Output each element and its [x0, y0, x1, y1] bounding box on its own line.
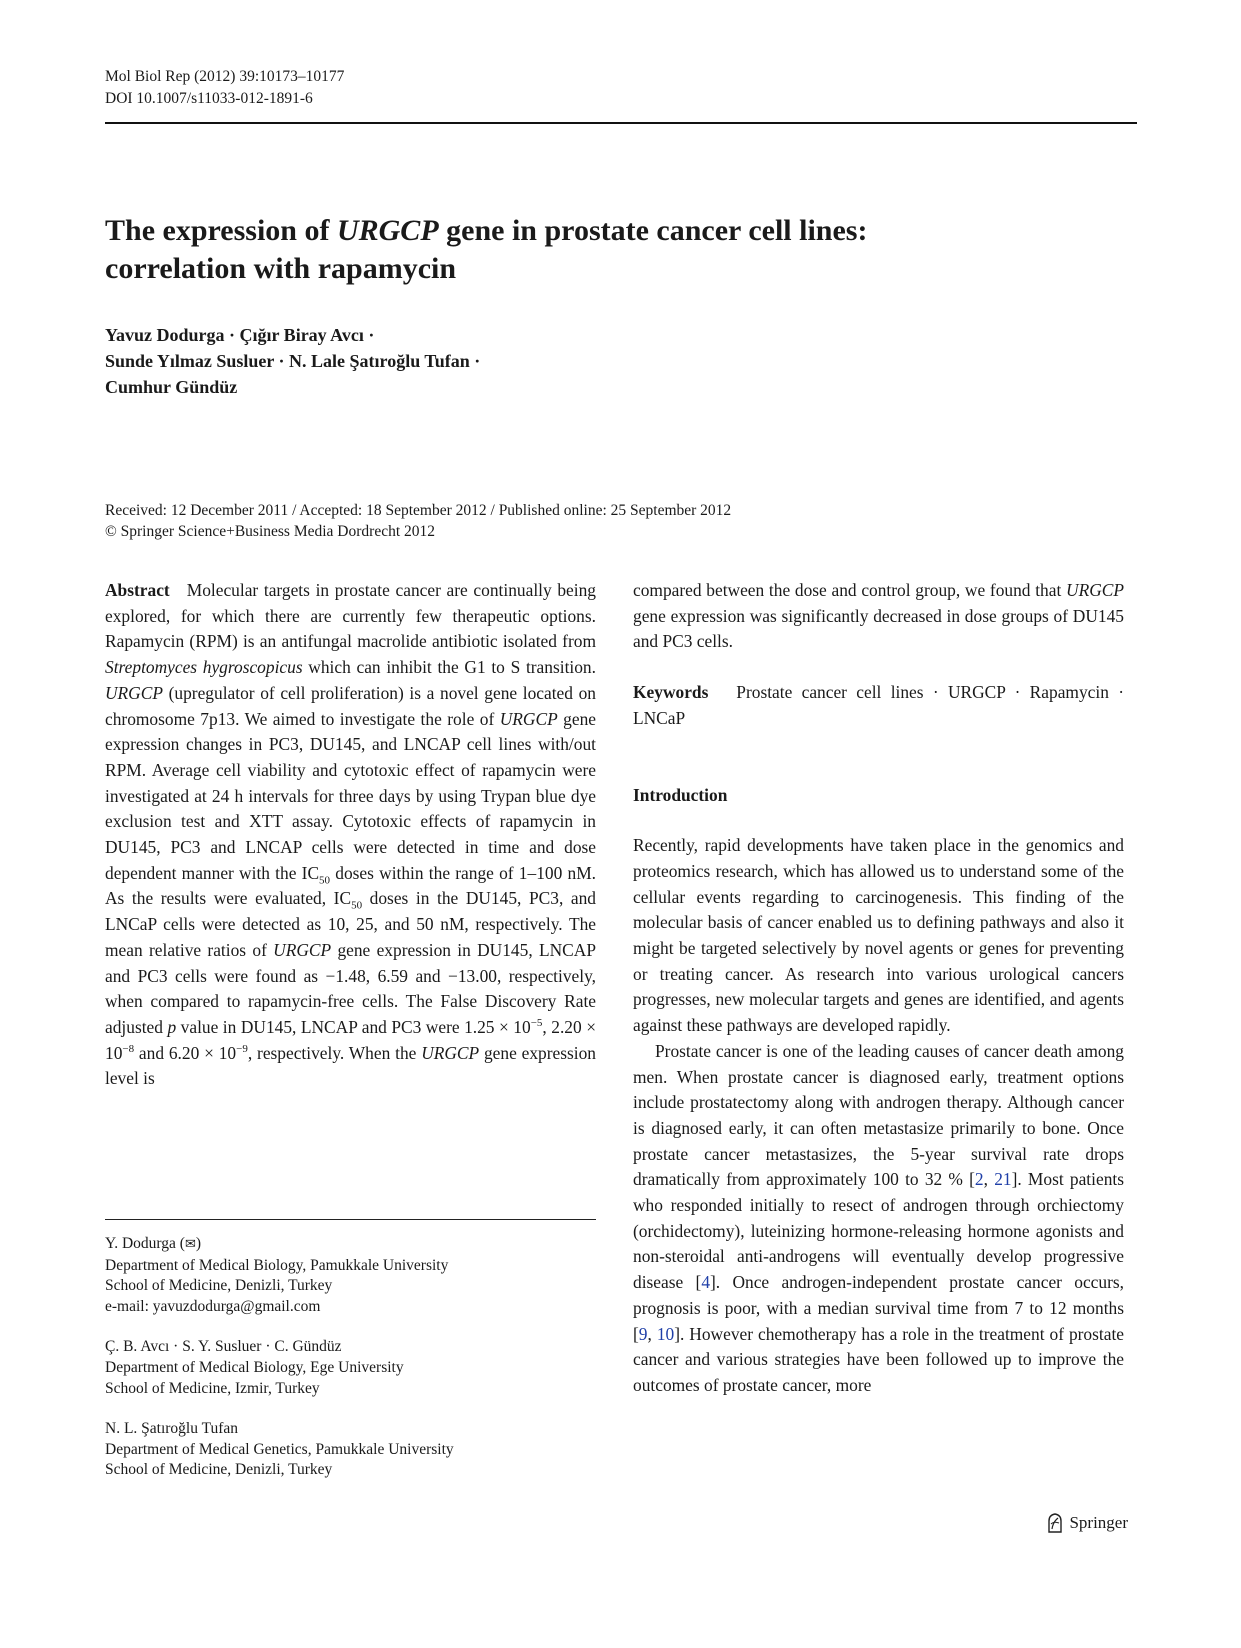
- citation-link[interactable]: 21: [994, 1169, 1012, 1190]
- introduction-heading: Introduction: [633, 784, 728, 805]
- springer-logo-icon: [1045, 1512, 1065, 1534]
- citation-link[interactable]: 4: [701, 1272, 711, 1293]
- citation-link[interactable]: 2: [974, 1169, 984, 1190]
- journal-doi: DOI 10.1007/s11033-012-1891-6: [105, 90, 313, 107]
- author-list: Yavuz Dodurga · Çığır Biray Avcı · Sunde Yılmaz Susluer · N. Lale Şatıroğlu Tufan · Cumhur Gündüz: [105, 325, 481, 397]
- intro-paragraph-2: Prostate cancer is one of the leading causes of cancer death among men. When prostate cancer is diagnosed early, treatment options include prostatectomy along with androgen therapy. Although cancer is diagnosed early, it can often metastasize primarily to bone. Once prostate cancer metastasizes, the 5-year survival rate drops dramatically from approximately 100 to 32 % [2, 21]. Most patients who responded initially to resect of androgen through orchiectomy (orchidectomy), luteinizing hormone-releasing hormone agonists and non-steroidal anti-androgens will eventually develop progressive disease [4]. Once androgen-independent prostate cancer occurs, prognosis is poor, with a median survival time from 7 to 12 months [9, 10]. However chemotherapy has a role in the treatment of prostate cancer and various strategies have been followed up to improve the outcomes of prostate cancer, more: [633, 1040, 1124, 1395]
- journal-citation: Mol Biol Rep (2012) 39:10173–10177: [105, 68, 345, 85]
- article-title: The expression of URGCP gene in prostate cancer cell lines: correlation with rapamycin: [105, 214, 868, 285]
- abstract-label: Abstract: [105, 580, 170, 600]
- header-rule: [105, 122, 1137, 124]
- keywords-label: Keywords: [633, 682, 709, 703]
- dates-line: Received: 12 December 2011 / Accepted: 18 September 2012 / Published online: 25 September 2012: [105, 502, 732, 519]
- copyright-line: © Springer Science+Business Media Dordrecht 2012: [105, 523, 436, 540]
- intro-paragraph-1: Recently, rapid developments have taken place in the genomics and proteomics research, which has allowed us to understand some of the cellular events regarding to carcinogenesis. This finding of the molecular basis of cancer enabled us to defining pathways and also it might be targeted selectively by novel agents or genes for preventing or treating cancer. As research into various urological cancers progresses, new molecular targets and genes are identified, and agents against these pathways are developed rapidly.: [633, 835, 1124, 1036]
- affiliation-1: Y. Dodurga (✉) Department of Medical Biology, Pamukkale University School of Medicine, Denizli, Turkey e-mail: yavuzdodurga@gmail.com: [105, 1234, 625, 1317]
- left-column: [105, 578, 596, 1092]
- journal-header: [105, 66, 344, 110]
- envelope-icon: ✉: [184, 1237, 196, 1252]
- publication-dates: [105, 500, 731, 542]
- footnote-rule: [105, 1219, 596, 1220]
- author-email: e-mail: yavuzdodurga@gmail.com: [105, 1297, 321, 1315]
- publisher-mark: [1045, 1512, 1128, 1534]
- keywords: [633, 680, 1124, 731]
- affiliation-3: N. L. Şatıroğlu Tufan Department of Medical Genetics, Pamukkale University School of Medicine, Denizli, Turkey: [105, 1420, 454, 1479]
- publisher-name: Springer: [1069, 1513, 1128, 1532]
- citation-link[interactable]: 9: [638, 1323, 648, 1344]
- author-affiliations: [105, 1234, 625, 1501]
- abstract-continuation: compared between the dose and control group, we found that URGCP gene expression was significantly decreased in dose groups of DU145 and PC3 cells.: [633, 580, 1124, 652]
- title-gene-name: URGCP: [336, 214, 439, 247]
- affiliation-2: Ç. B. Avcı · S. Y. Susluer · C. Gündüz Department of Medical Biology, Ege University School of Medicine, Izmir, Turkey: [105, 1338, 404, 1397]
- right-column: [633, 578, 1124, 1399]
- keywords-list: Prostate cancer cell lines · URGCP · Rapamycin · LNCaP: [633, 682, 1124, 728]
- citation-link[interactable]: 10: [656, 1323, 675, 1344]
- abstract-paragraph: Abstract Molecular targets in prostate cancer are continually being explored, for which there are currently few therapeutic options. Rapamycin (RPM) is an antifungal macrolide antibiotic isolated from Streptomyces hygroscopicus which can inhibit the G1 to S transition. URGCP (upregulator of cell proliferation) is a novel gene located on chromosome 7p13. We aimed to investigate the role of URGCP gene expression changes in PC3, DU145, and LNCAP cell lines with/out RPM. Average cell viability and cytotoxic effect of rapamycin were investigated at 24 h intervals for three days by using Trypan blue dye exclusion test and XTT assay. Cytotoxic effects of rapamycin in DU145, PC3 and LNCAP cells were detected in time and dose dependent manner with the $IC_{50}$ doses within the range of 1–100 nM. As the results were evaluated, $IC_{50}$ doses in the DU145, PC3, and LNCaP cells were detected as 10, 25, and 50 nM, respectively. The mean relative ratios of URGCP gene expression in DU145, LNCAP and PC3 cells were found as −1.48, 6.59 and −13.00, respectively, when compared to rapamycin-free cells. The False Discovery Rate adjusted p value in DU145, LNCAP and PC3 were $1.25 \times 10^{-5}$, $2.20 \times 10^{-8}$ and $6.20 \times 10^{-9}$, respectively. When the URGCP gene expression level is: [105, 580, 597, 1089]
